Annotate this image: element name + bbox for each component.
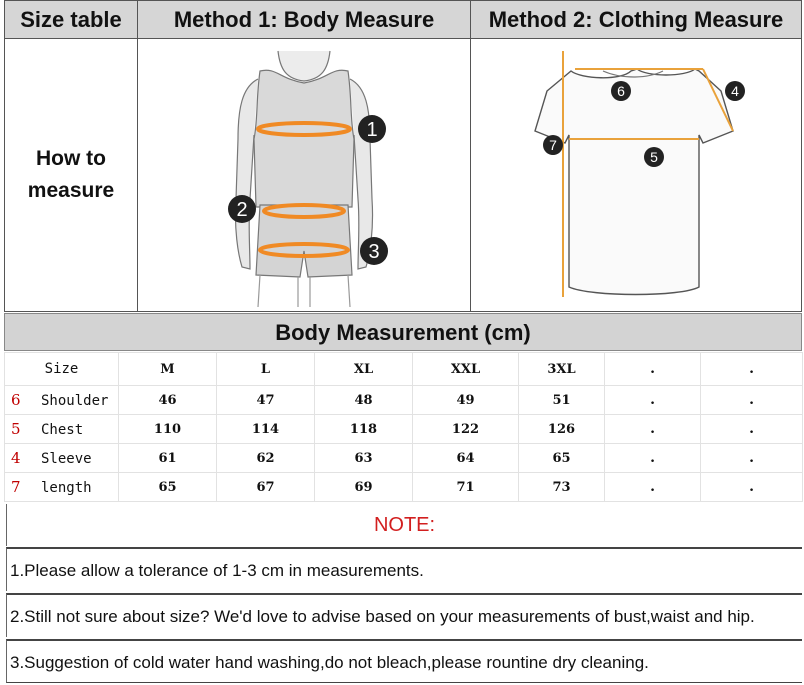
size-guide-top — [4, 0, 802, 312]
row-label-chest — [5, 415, 119, 444]
note-item-1: 1.Please allow a tolerance of 1-3 cm in measurements. — [6, 547, 802, 591]
note-title: NOTE: — [6, 504, 802, 546]
header-method-1-label: Method 1: Body Measure — [173, 7, 435, 32]
svg-text:6: 6 — [617, 83, 625, 99]
how-to-measure-text: How to measure — [27, 147, 115, 202]
row-index: 6 — [11, 391, 21, 409]
header-size-table-label: Size table — [20, 7, 122, 32]
table-cell: 69 — [315, 473, 413, 502]
svg-text:3: 3 — [368, 241, 380, 263]
table-header-row — [5, 353, 803, 386]
table-cell: 118 — [315, 415, 413, 444]
table-row — [5, 386, 803, 415]
svg-text:5: 5 — [650, 149, 658, 165]
table-cell: 71 — [413, 473, 519, 502]
table-row — [5, 473, 803, 502]
row-label-length — [5, 473, 119, 502]
header-size-table — [5, 1, 137, 39]
placeholder-cell: . — [701, 386, 803, 415]
size-xxl-header: XXL — [413, 353, 519, 386]
svg-text:4: 4 — [731, 83, 739, 99]
placeholder-cell: . — [605, 353, 701, 386]
marker-3-icon — [360, 237, 388, 265]
table-cell: 62 — [217, 444, 315, 473]
table-cell: 126 — [519, 415, 605, 444]
table-cell: 48 — [315, 386, 413, 415]
marker-7-icon — [543, 135, 563, 155]
placeholder-cell: . — [701, 473, 803, 502]
placeholder-cell: . — [701, 444, 803, 473]
body-measure-illustration — [138, 39, 470, 311]
clothing-measure-illustration — [471, 39, 801, 311]
placeholder-cell: . — [605, 415, 701, 444]
table-cell: 122 — [413, 415, 519, 444]
header-method-2-label: Method 2: Clothing Measure — [488, 7, 784, 32]
table-cell: 61 — [119, 444, 217, 473]
size-l-header: L — [217, 353, 315, 386]
placeholder-cell: . — [701, 415, 803, 444]
size-xl-header: XL — [315, 353, 413, 386]
table-cell: 49 — [413, 386, 519, 415]
row-name: Shoulder — [41, 393, 109, 409]
placeholder-cell: . — [605, 444, 701, 473]
table-cell: 65 — [519, 444, 605, 473]
row-name: Chest — [41, 422, 84, 438]
how-to-measure-label — [5, 39, 137, 311]
row-index: 5 — [11, 420, 21, 438]
row-label-shoulder — [5, 386, 119, 415]
marker-2-icon — [228, 195, 256, 223]
table-cell: 63 — [315, 444, 413, 473]
table-row — [5, 444, 803, 473]
placeholder-cell: . — [701, 353, 803, 386]
note-item-3: 3.Suggestion of cold water hand washing,do not bleach,please rountine dry cleaning. — [6, 639, 802, 683]
row-index: 4 — [11, 449, 21, 467]
table-cell: 65 — [119, 473, 217, 502]
row-name: length — [41, 480, 92, 496]
note-item-2: 2.Still not sure about size? We'd love to advise based on your measurements of bust,waist and hip. — [6, 593, 802, 637]
size-m-header: M — [119, 353, 217, 386]
marker-6-icon — [611, 81, 631, 101]
table-cell: 73 — [519, 473, 605, 502]
size-table — [4, 352, 803, 502]
header-method-1 — [138, 1, 470, 39]
marker-5-icon — [644, 147, 664, 167]
header-method-2 — [471, 1, 801, 39]
body-figure-image — [138, 39, 470, 311]
placeholder-cell: . — [605, 386, 701, 415]
table-cell: 51 — [519, 386, 605, 415]
size-3xl-header: 3XL — [519, 353, 605, 386]
svg-text:1: 1 — [366, 119, 378, 141]
row-label-sleeve — [5, 444, 119, 473]
svg-text:7: 7 — [549, 137, 557, 153]
table-cell: 110 — [119, 415, 217, 444]
table-cell: 47 — [217, 386, 315, 415]
size-column-header: Size — [5, 353, 119, 386]
marker-4-icon — [725, 81, 745, 101]
marker-1-icon — [358, 115, 386, 143]
section-title: Body Measurement (cm) — [4, 313, 802, 351]
svg-text:2: 2 — [236, 199, 248, 221]
tshirt-figure-image — [471, 39, 801, 311]
row-name: Sleeve — [41, 451, 92, 467]
table-cell: 67 — [217, 473, 315, 502]
table-cell: 114 — [217, 415, 315, 444]
table-cell: 64 — [413, 444, 519, 473]
placeholder-cell: . — [605, 473, 701, 502]
table-row — [5, 415, 803, 444]
table-cell: 46 — [119, 386, 217, 415]
row-index: 7 — [11, 478, 21, 496]
